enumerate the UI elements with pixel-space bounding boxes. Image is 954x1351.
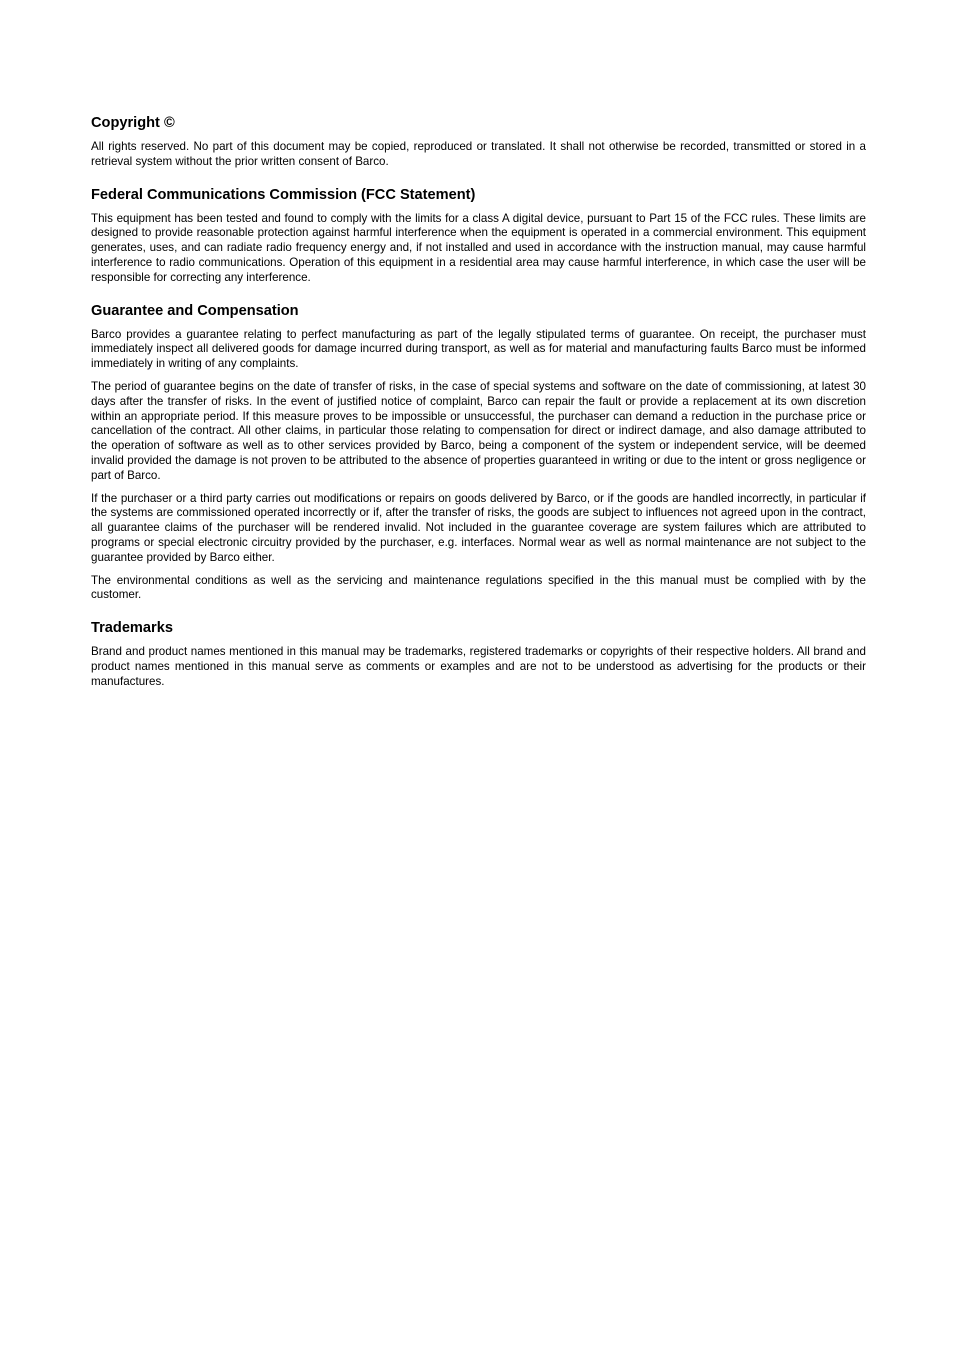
guarantee-section [91,301,866,604]
copyright-section [91,113,866,170]
trademarks-section [91,618,866,689]
guarantee-paragraph-1: Barco provides a guarantee relating to perfect manufacturing as part of the legally stipulated terms of guarantee. On receipt, the purchaser must immediately inspect all delivered goods for damage incurred during transport, as well as for material and manufacturing faults Barco must be informed immediately in writing of any complaints. [91,327,866,371]
fcc-paragraph: This equipment has been tested and found to comply with the limits for a class A digital device, pursuant to Part 15 of the FCC rules. These limits are designed to provide reasonable protection against harmful interference when the equipment is operated in a commercial environment. This equipment generates, uses, and can radiate radio frequency energy and, if not installed and used in accordance with the instruction manual, may cause harmful interference to radio communications. Operation of this equipment in a residential area may cause harmful interference, in which case the user will be responsible for correcting any interference. [91,211,866,284]
guarantee-heading: Guarantee and Compensation [91,302,299,319]
guarantee-paragraph-4: The environmental conditions as well as the servicing and maintenance regulations specified in the this manual must be complied with by the customer. [91,573,866,602]
guarantee-paragraph-3: If the purchaser or a third party carries out modifications or repairs on goods delivered by Barco, or if the goods are handled incorrectly, in particular if the systems are commissioned operated incorrectly or if, after the transfer of risks, the goods are subject to influences not agreed upon in the contract, all guarantee claims of the purchaser will be rendered invalid. Not included in the guarantee coverage are system failures which are attributed to programs or special electronic circuitry provided by the purchaser, e.g. interfaces. Normal wear as well as normal maintenance are not subject to the guarantee provided by Barco either. [91,491,866,564]
trademarks-heading: Trademarks [91,620,173,637]
trademarks-paragraph: Brand and product names mentioned in this manual may be trademarks, registered trademarks or copyrights of their respective holders. All brand and product names mentioned in this manual serve as comments or examples and are not to be understood as advertising for the products or their manufactures. [91,645,866,688]
document-page [91,113,866,690]
fcc-heading: Federal Communications Commission (FCC Statement) [91,186,476,203]
fcc-section [91,185,866,286]
guarantee-paragraph-2: The period of guarantee begins on the date of transfer of risks, in the case of special systems and software on the date of commissioning, at latest 30 days after the transfer of risks. In the event of justified notice of complaint, Barco can repair the fault or provide a replacement at its own discretion within an appropriate period. If this measure proves to be impossible or unsuccessful, the purchaser can demand a reduction in the purchase price or cancellation of the contract. All other claims, in particular those relating to compensation for direct or indirect damage, and also damage attributed to the operation of software as well as to other services provided by Barco, being a component of the system or independent service, will be deemed invalid provided the damage is not proven to be attributed to the absence of properties guaranteed in writing or due to the intent or gross negligence or part of Barco. [91,379,866,482]
copyright-heading: Copyright © [91,115,175,131]
copyright-paragraph: All rights reserved. No part of this document may be copied, reproduced or translated. It shall not otherwise be recorded, transmitted or stored in a retrieval system without the prior written consent of Barco. [91,140,866,168]
